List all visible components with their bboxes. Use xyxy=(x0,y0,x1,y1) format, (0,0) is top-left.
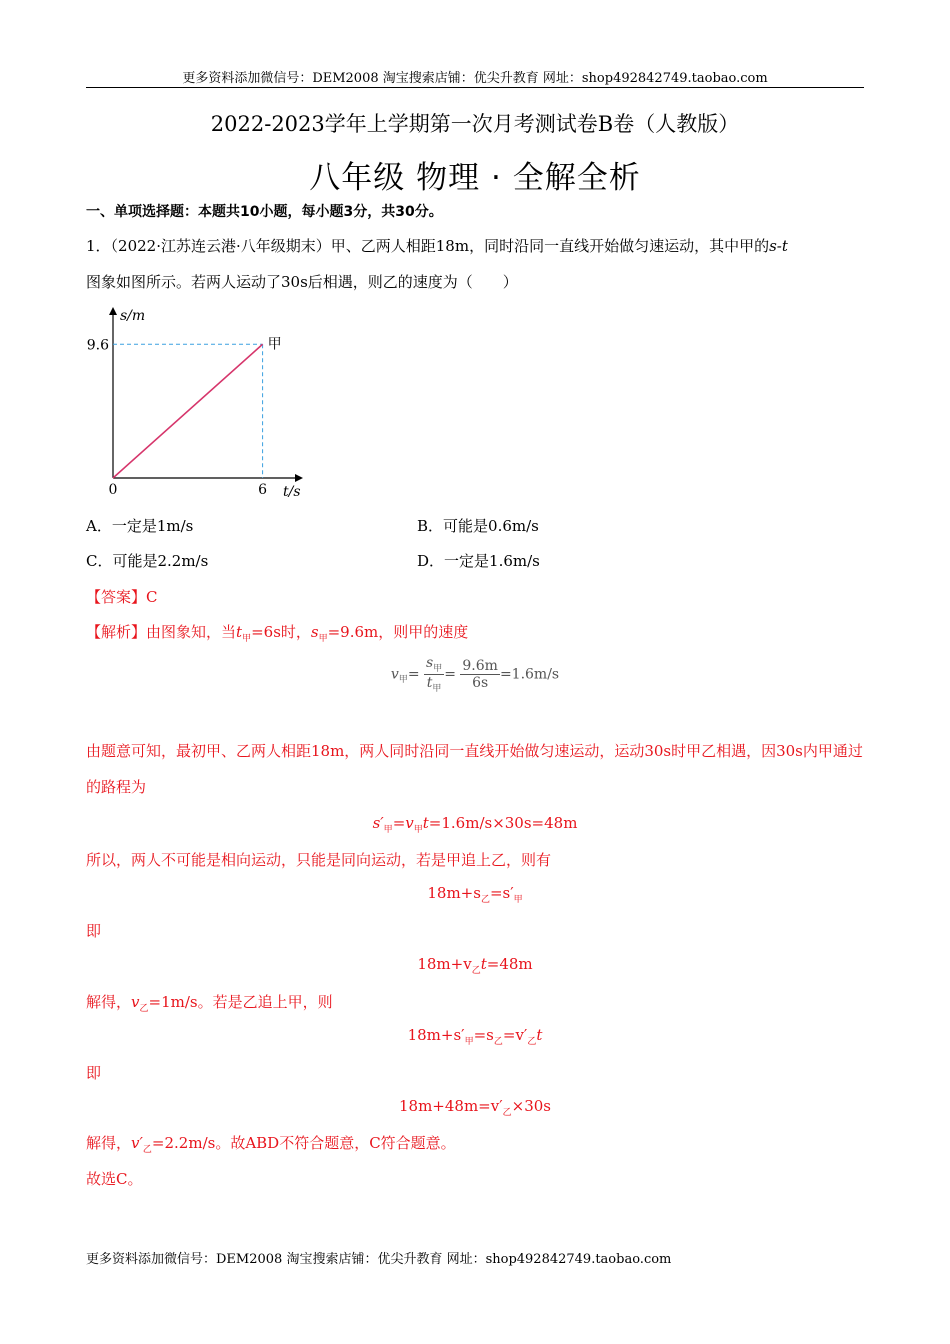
analysis-ji-2: 即 xyxy=(86,1064,102,1082)
intro-s: s xyxy=(310,623,319,641)
formula-distance-jia xyxy=(0,814,950,835)
series-jia-label: 甲 xyxy=(267,336,282,353)
f3-sub1: 乙 xyxy=(480,895,490,905)
analysis-ji-1: 即 xyxy=(86,922,102,940)
option-b: B．可能是0.6m/s xyxy=(417,517,539,535)
f5-t: t xyxy=(536,1026,543,1044)
p5-rest: =2.2m/s。故ABD不符合题意，C符合题意。 xyxy=(151,1134,456,1152)
p4-rest: =1m/s。若是乙追上甲，则 xyxy=(148,993,333,1011)
y-tick-label-9.6: 9.6 xyxy=(86,337,109,354)
f1-v: v xyxy=(390,666,399,683)
f2-t: t xyxy=(422,814,429,832)
y-axis-label-s: s/m xyxy=(120,308,146,324)
page-header: 更多资料添加微信号：DEM2008 淘宝搜索店铺：优尖升教育 网址：shop492842749.taobao.com xyxy=(182,71,768,86)
intro-sub-jia-2: 甲 xyxy=(318,634,328,644)
x-tick-label-6: 6 xyxy=(258,482,268,498)
analysis-intro xyxy=(86,621,468,644)
f1-v-sub: 甲 xyxy=(398,675,408,686)
analysis-p2: 由题意可知，最初甲、乙两人相距18m，两人同时沿同一直线开始做匀速运动，运动30s时甲乙相遇，因30s内甲通过的路程为 xyxy=(86,742,863,796)
f2-eq: = xyxy=(392,814,406,832)
analysis-label: 【解析】 xyxy=(86,623,147,641)
option-c: C．可能是2.2m/s xyxy=(86,552,209,570)
f6-rest: ×30s xyxy=(511,1097,551,1115)
option-a: A．一定是1m/s xyxy=(86,517,194,535)
f1-den2: 6s xyxy=(472,674,489,691)
analysis-conclusion: 故选C。 xyxy=(86,1170,143,1188)
question-number: 1． xyxy=(86,237,111,255)
f1-den1-sub: 甲 xyxy=(432,683,442,694)
f5-sub2: 乙 xyxy=(493,1037,503,1047)
document-title: 2022-2023学年上学期第一次月考测试卷B卷（人教版） xyxy=(210,112,740,136)
header-rule xyxy=(86,87,864,88)
f3-mid: =s′ xyxy=(489,884,514,902)
f3-sub2: 甲 xyxy=(513,895,523,905)
st-chart xyxy=(80,300,320,505)
f5-sub1: 甲 xyxy=(464,1037,474,1047)
p5-v: v′ xyxy=(131,1134,143,1152)
formula-catchup-4 xyxy=(0,1097,950,1118)
f6-pre: 18m+48m=v′ xyxy=(398,1097,503,1115)
f1-frac-2 xyxy=(460,658,500,691)
st-label: s-t xyxy=(769,237,788,255)
formula-catchup-1 xyxy=(0,884,950,905)
series-jia-line xyxy=(113,344,263,478)
f5-pre: 18m+s′ xyxy=(407,1026,465,1044)
p5-sub: 乙 xyxy=(142,1145,152,1155)
f1-result: =1.6m/s xyxy=(499,666,560,683)
section-heading: 一、单项选择题：本题共10小题，每小题3分，共30分。 xyxy=(86,204,443,220)
analysis-intro-b: =6s时， xyxy=(251,623,311,641)
analysis-p5 xyxy=(86,1132,456,1155)
analysis-intro-a: 由图象知，当 xyxy=(146,623,237,641)
x-axis-arrow xyxy=(295,474,303,482)
f1-num1: s xyxy=(426,655,434,671)
f1-eq2: = xyxy=(444,666,456,683)
f1-eq1: = xyxy=(407,666,420,683)
p5-pre: 解得， xyxy=(86,1134,132,1152)
f1-frac-1 xyxy=(424,655,444,694)
answer: 【答案】C xyxy=(86,588,158,606)
f1-num2: 9.6m xyxy=(462,657,498,674)
f5-sub3: 乙 xyxy=(527,1037,537,1047)
intro-t: t xyxy=(236,623,243,641)
f4-rest: =48m xyxy=(486,955,533,973)
question-text-b: 图象如图所示。若两人运动了30s后相遇，则乙的速度为（ ） xyxy=(86,273,518,291)
x-axis-label: t/s xyxy=(283,484,301,500)
f6-sub1: 乙 xyxy=(502,1108,512,1118)
y-axis-arrow xyxy=(109,307,117,315)
f3-pre: 18m+s xyxy=(427,884,481,902)
x-tick-label-0: 0 xyxy=(108,482,118,498)
analysis-intro-c: =9.6m，则甲的速度 xyxy=(327,623,469,641)
question-source: （2022·江苏连云港·八年级期末） xyxy=(110,237,331,255)
p4-v: v xyxy=(131,993,140,1011)
intro-sub-jia-1: 甲 xyxy=(242,634,252,644)
f4-pre: 18m+v xyxy=(417,955,472,973)
p4-pre: 解得， xyxy=(86,993,132,1011)
formula-catchup-3 xyxy=(0,1026,950,1047)
f2-v: v xyxy=(405,814,414,832)
f1-num1-sub: 甲 xyxy=(433,663,443,674)
document-subtitle: 八年级 物理 · 全解全析 xyxy=(309,160,641,196)
formula-catchup-2 xyxy=(0,955,950,976)
question-text-a: 甲、乙两人相距18m，同时沿同一直线开始做匀速运动，其中甲的 xyxy=(330,237,770,255)
y-axis-label xyxy=(120,308,145,324)
p4-sub: 乙 xyxy=(139,1004,149,1014)
analysis-p3: 所以，两人不可能是相向运动，只能是同向运动，若是甲追上乙，则有 xyxy=(86,851,552,869)
option-d: D．一定是1.6m/s xyxy=(417,552,540,570)
f5-mid: =s xyxy=(473,1026,494,1044)
formula-speed-jia xyxy=(0,655,950,694)
f1-den1: t xyxy=(426,674,433,691)
f4-t: t xyxy=(480,955,487,973)
f2-v-sub: 甲 xyxy=(413,825,423,835)
f5-eq: =v′ xyxy=(502,1026,528,1044)
page-footer: 更多资料添加微信号：DEM2008 淘宝搜索店铺：优尖升教育 网址：shop492842749.taobao.com xyxy=(86,1252,672,1267)
f2-rest: =1.6m/s×30s=48m xyxy=(428,814,578,832)
f2-s-sub: 甲 xyxy=(383,825,393,835)
f2-s: s′ xyxy=(372,814,384,832)
f4-sub1: 乙 xyxy=(471,966,481,976)
analysis-p4 xyxy=(86,991,333,1014)
question-1 xyxy=(86,228,866,300)
